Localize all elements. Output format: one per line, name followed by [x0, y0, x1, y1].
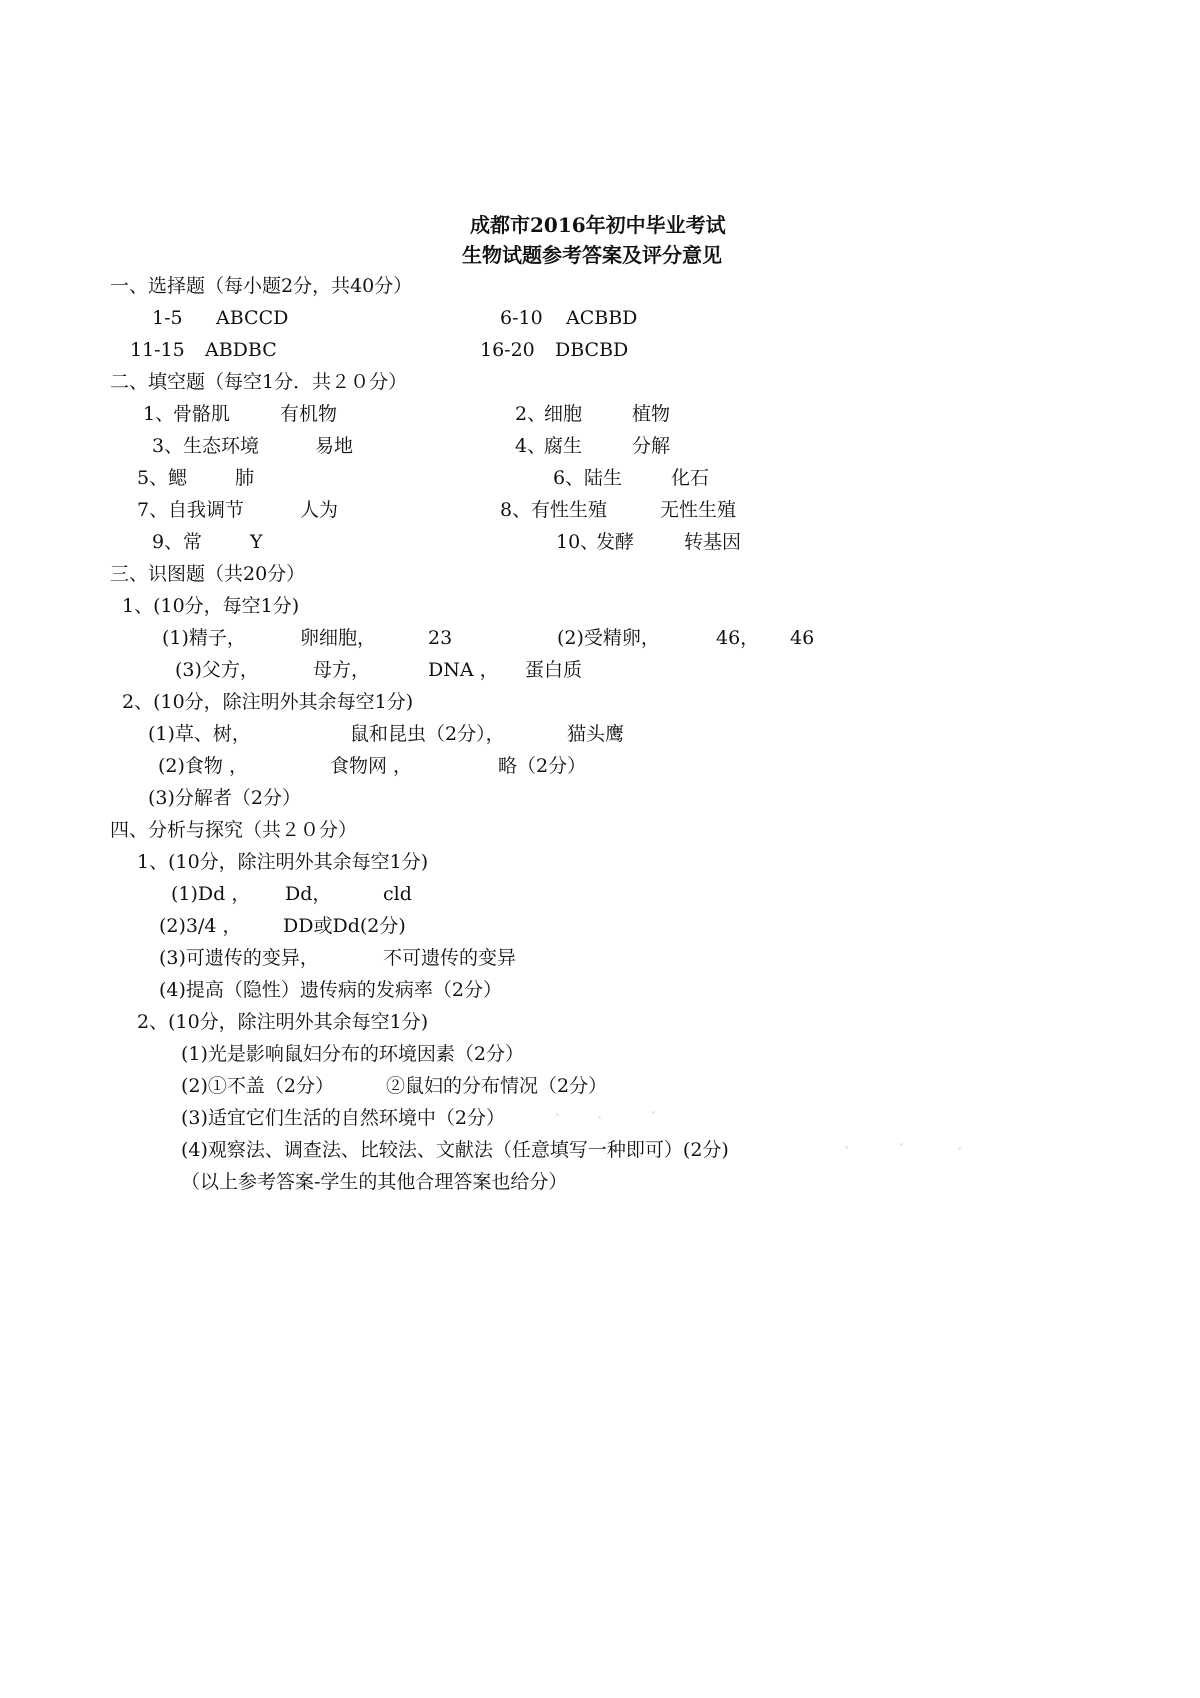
scan-speck: [845, 1146, 848, 1149]
answer-part: (3)适宜它们生活的自然环境中（2分）: [181, 1107, 506, 1129]
answer-part: (1)草、树，: [148, 723, 251, 745]
answer-part: 46: [790, 627, 815, 649]
section4-heading: 四、分析与探究（共２０分）: [110, 819, 358, 841]
answer-part: (1)光是影响鼠妇分布的环境因素（2分）: [181, 1043, 525, 1065]
question-heading: 2、(10分，除注明外其余每空1分): [122, 691, 414, 713]
answer-range: 16-20: [480, 339, 535, 361]
question-heading: 1、(10分，除注明外其余每空1分): [137, 851, 429, 873]
fill-number: 8、: [500, 499, 532, 521]
fill-answer: 分解: [632, 435, 671, 457]
fill-number: 1、: [143, 403, 175, 425]
question-heading: 1、(10分，每空1分): [122, 595, 300, 617]
answer-letters: DBCBD: [555, 339, 629, 361]
answer-part: DNA ，: [428, 659, 499, 681]
fill-answer: 发酵: [596, 531, 635, 553]
scan-speck: [958, 1147, 961, 1150]
answer-part: (2)①不盖（2分）: [181, 1075, 335, 1097]
answer-range: 6-10: [500, 307, 543, 329]
section2-heading: 二、填空题（每空1分．共２０分）: [110, 371, 408, 393]
answer-part: (3)父方，: [175, 659, 259, 681]
answer-part: (4)观察法、调查法、比较法、文献法（任意填写一种即可）(2分): [181, 1139, 729, 1161]
answer-part: Dd，: [285, 883, 332, 905]
document-title: 成都市2016年初中毕业考试: [470, 213, 726, 237]
scoring-note: （以上参考答案-学生的其他合理答案也给分）: [181, 1171, 568, 1193]
fill-number: 10、: [556, 531, 600, 553]
fill-number: 7、: [137, 499, 169, 521]
fill-answer: 肺: [235, 467, 255, 489]
fill-answer: 生态环境: [183, 435, 260, 457]
fill-answer: 有机物: [280, 403, 338, 425]
scan-speck: [556, 1113, 559, 1116]
question-heading: 2、(10分，除注明外其余每空1分): [137, 1011, 429, 1033]
answer-part: 鼠和昆虫（2分），: [350, 723, 505, 745]
answer-part: 略（2分）: [498, 755, 587, 777]
answer-part: 23: [428, 627, 453, 649]
answer-part: 猫头鹰: [567, 723, 625, 745]
answer-part: (2)3/4 ，: [159, 915, 242, 937]
answer-part: (3)可遗传的变异，: [159, 947, 319, 969]
fill-answer: 自我调节: [168, 499, 245, 521]
answer-part: 46，: [716, 627, 760, 649]
answer-part: (2)食物 ，: [158, 755, 248, 777]
answer-part: (2)受精卵，: [557, 627, 660, 649]
answer-letters: ABDBC: [205, 339, 277, 361]
fill-number: 2、: [515, 403, 547, 425]
fill-answer: 转基因: [684, 531, 742, 553]
answer-letters: ABCCD: [216, 307, 289, 329]
fill-answer: 陆生: [584, 467, 623, 489]
fill-answer: 人为: [300, 499, 339, 521]
fill-answer: 易地: [315, 435, 354, 457]
fill-answer: 无性生殖: [660, 499, 737, 521]
fill-number: 4、: [515, 435, 547, 457]
answer-part: 蛋白质: [525, 659, 583, 681]
fill-answer: 常: [183, 531, 203, 553]
answer-part: (1)Dd ，: [171, 883, 251, 905]
answer-part: cld: [383, 883, 412, 905]
document-subtitle: 生物试题参考答案及评分意见: [462, 243, 722, 267]
scan-speck: [652, 1111, 655, 1114]
section1-heading: 一、选择题（每小题2分，共40分）: [110, 275, 413, 297]
fill-number: 6、: [553, 467, 585, 489]
answer-part: (4)提高（隐性）遗传病的发病率（2分）: [159, 979, 503, 1001]
answer-range: 11-15: [130, 339, 185, 361]
fill-number: 3、: [152, 435, 184, 457]
fill-answer: 骨骼肌: [173, 403, 231, 425]
fill-number: 9、: [152, 531, 184, 553]
fill-answer: Y: [250, 531, 263, 553]
answer-part: 食物网 ，: [330, 755, 413, 777]
answer-part: ②鼠妇的分布情况（2分）: [386, 1075, 608, 1097]
fill-answer: 化石: [671, 467, 710, 489]
scan-speck: [900, 1143, 903, 1146]
answer-part: 不可遗传的变异: [383, 947, 517, 969]
answer-part: 卵细胞，: [300, 627, 377, 649]
fill-answer: 植物: [632, 403, 671, 425]
fill-answer: 细胞: [544, 403, 583, 425]
answer-part: (3)分解者（2分）: [148, 787, 302, 809]
answer-part: (1)精子，: [162, 627, 246, 649]
answer-part: DD或Dd(2分): [283, 915, 406, 937]
fill-answer: 腐生: [544, 435, 583, 457]
section3-heading: 三、识图题（共20分）: [110, 563, 306, 585]
fill-answer: 鳃: [168, 467, 188, 489]
fill-number: 5、: [137, 467, 169, 489]
answer-range: 1-5: [152, 307, 183, 329]
answer-part: 母方，: [313, 659, 371, 681]
answer-letters: ACBBD: [566, 307, 638, 329]
fill-answer: 有性生殖: [531, 499, 608, 521]
scan-speck: [598, 1116, 601, 1119]
